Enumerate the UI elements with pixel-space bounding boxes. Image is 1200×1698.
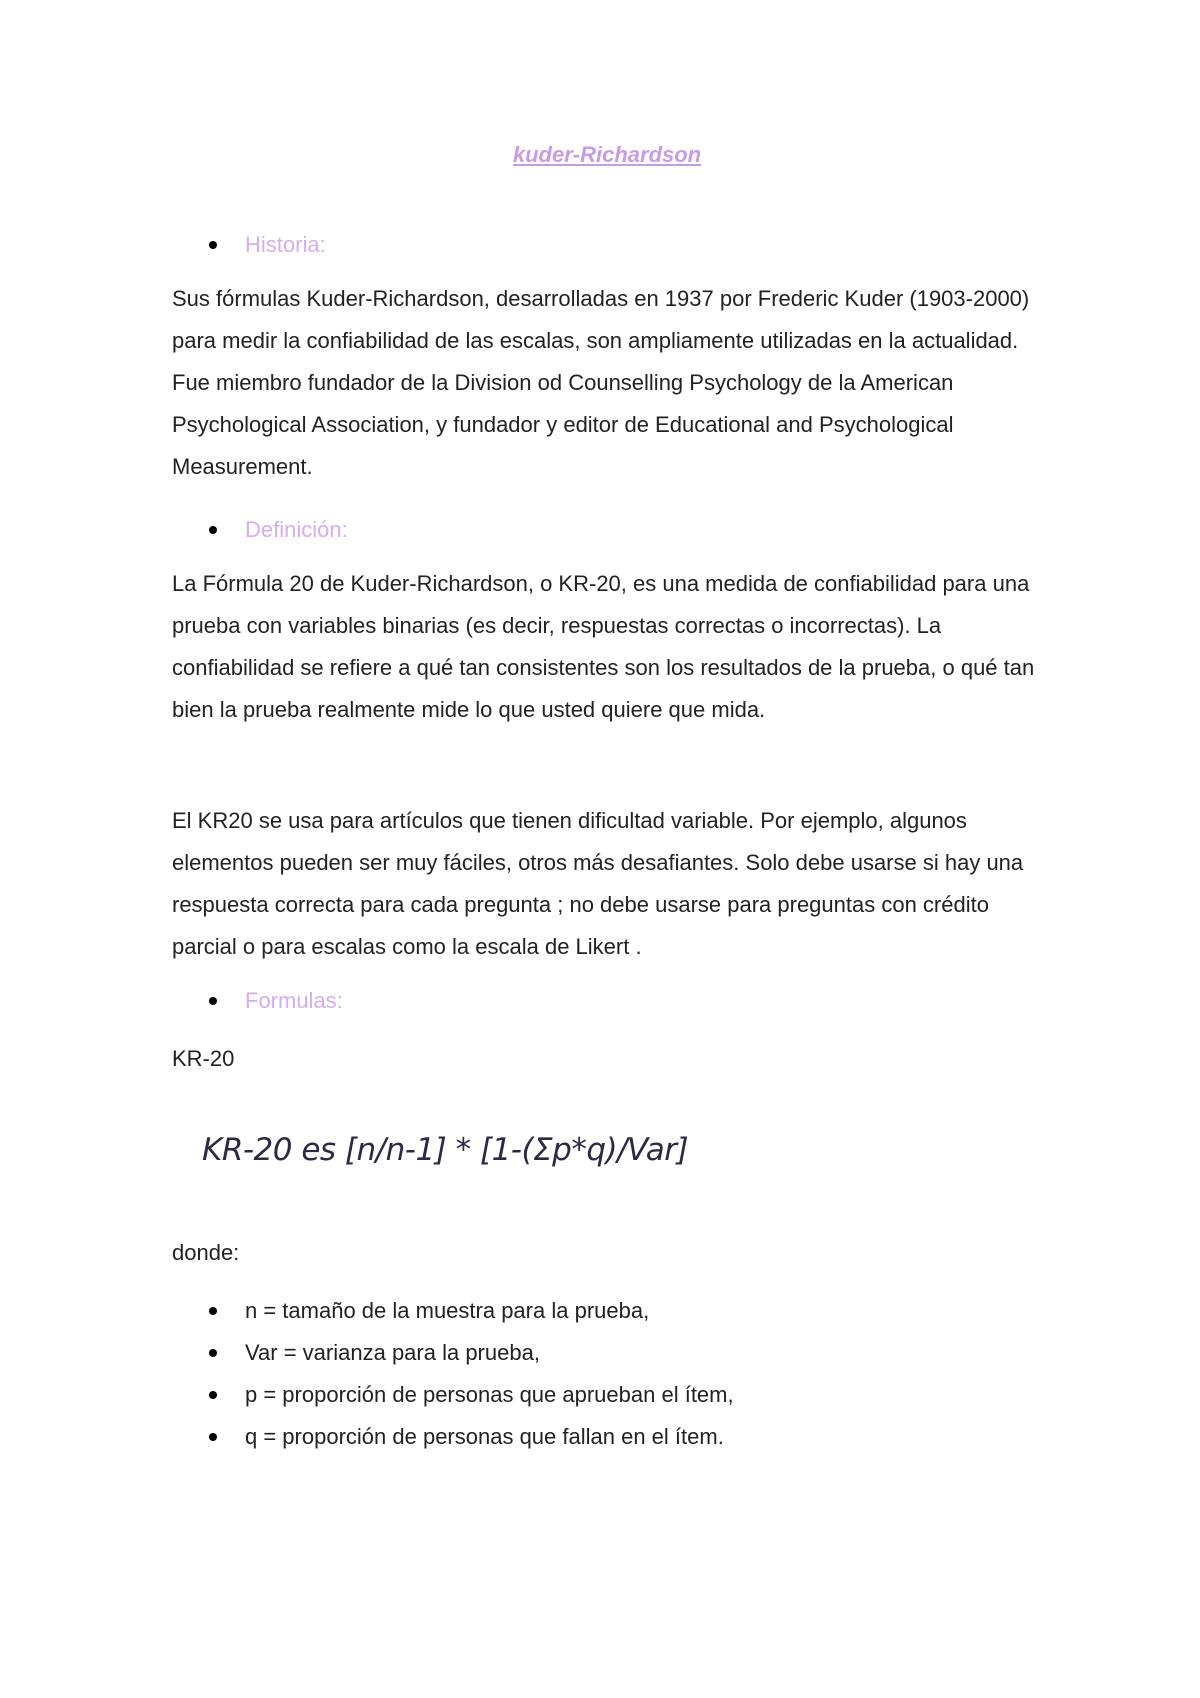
formula-label: KR-20	[172, 1046, 235, 1071]
definition-text: q = proporción de personas que fallan en el ítem.	[245, 1424, 724, 1449]
definicion-paragraph-2: El KR20 se usa para artículos que tienen dificultad variable. Por ejemplo, algunos elementos pueden ser muy fáciles, otros más desafiantes. Solo debe usarse si hay una respuesta correcta para cada pregunta ; no debe usarse para preguntas con crédito parcial o para escalas como la escala de Likert .	[172, 808, 1024, 959]
bullet-icon	[209, 1307, 217, 1315]
definition-text: Var = varianza para la prueba,	[245, 1340, 540, 1365]
variable-definitions-list	[172, 1296, 1042, 1464]
section-heading-label: Historia:	[245, 232, 326, 257]
section-heading-label: Definición:	[245, 517, 348, 542]
where-label: donde:	[172, 1240, 240, 1265]
list-item	[172, 1422, 1042, 1464]
definition-text: p = proporción de personas que aprueban el ítem,	[245, 1382, 734, 1407]
list-item	[172, 1380, 1042, 1422]
kr20-formula: KR-20 es [n/n-1] * [1-(Σp*q)/Var]	[202, 1132, 689, 1168]
bullet-icon	[209, 526, 217, 534]
historia-paragraph: Sus fórmulas Kuder-Richardson, desarrolladas en 1937 por Frederic Kuder (1903-2000) para medir la confiabilidad de las escalas, son ampliamente utilizadas en la actualidad. Fue miembro fundador de la Division od Counselling Psychology de la American Psychological Association, y fundador y editor de Educational and Psychological Measurement.	[172, 286, 1030, 479]
bullet-icon	[209, 997, 217, 1005]
bullet-icon	[209, 1349, 217, 1357]
definicion-paragraph-1: La Fórmula 20 de Kuder-Richardson, o KR-20, es una medida de confiabilidad para una prueba con variables binarias (es decir, respuestas correctas o incorrectas). La confiabilidad se refiere a qué tan consistentes son los resultados de la prueba, o qué tan bien la prueba realmente mide lo que usted quiere que mida.	[172, 571, 1035, 722]
section-heading-label: Formulas:	[245, 988, 343, 1013]
list-item	[172, 1338, 1042, 1380]
definition-text: n = tamaño de la muestra para la prueba,	[245, 1298, 650, 1323]
list-item	[172, 1296, 1042, 1338]
bullet-icon	[209, 1391, 217, 1399]
bullet-icon	[209, 241, 217, 249]
bullet-icon	[209, 1433, 217, 1441]
document-title: kuder-Richardson	[512, 142, 702, 167]
